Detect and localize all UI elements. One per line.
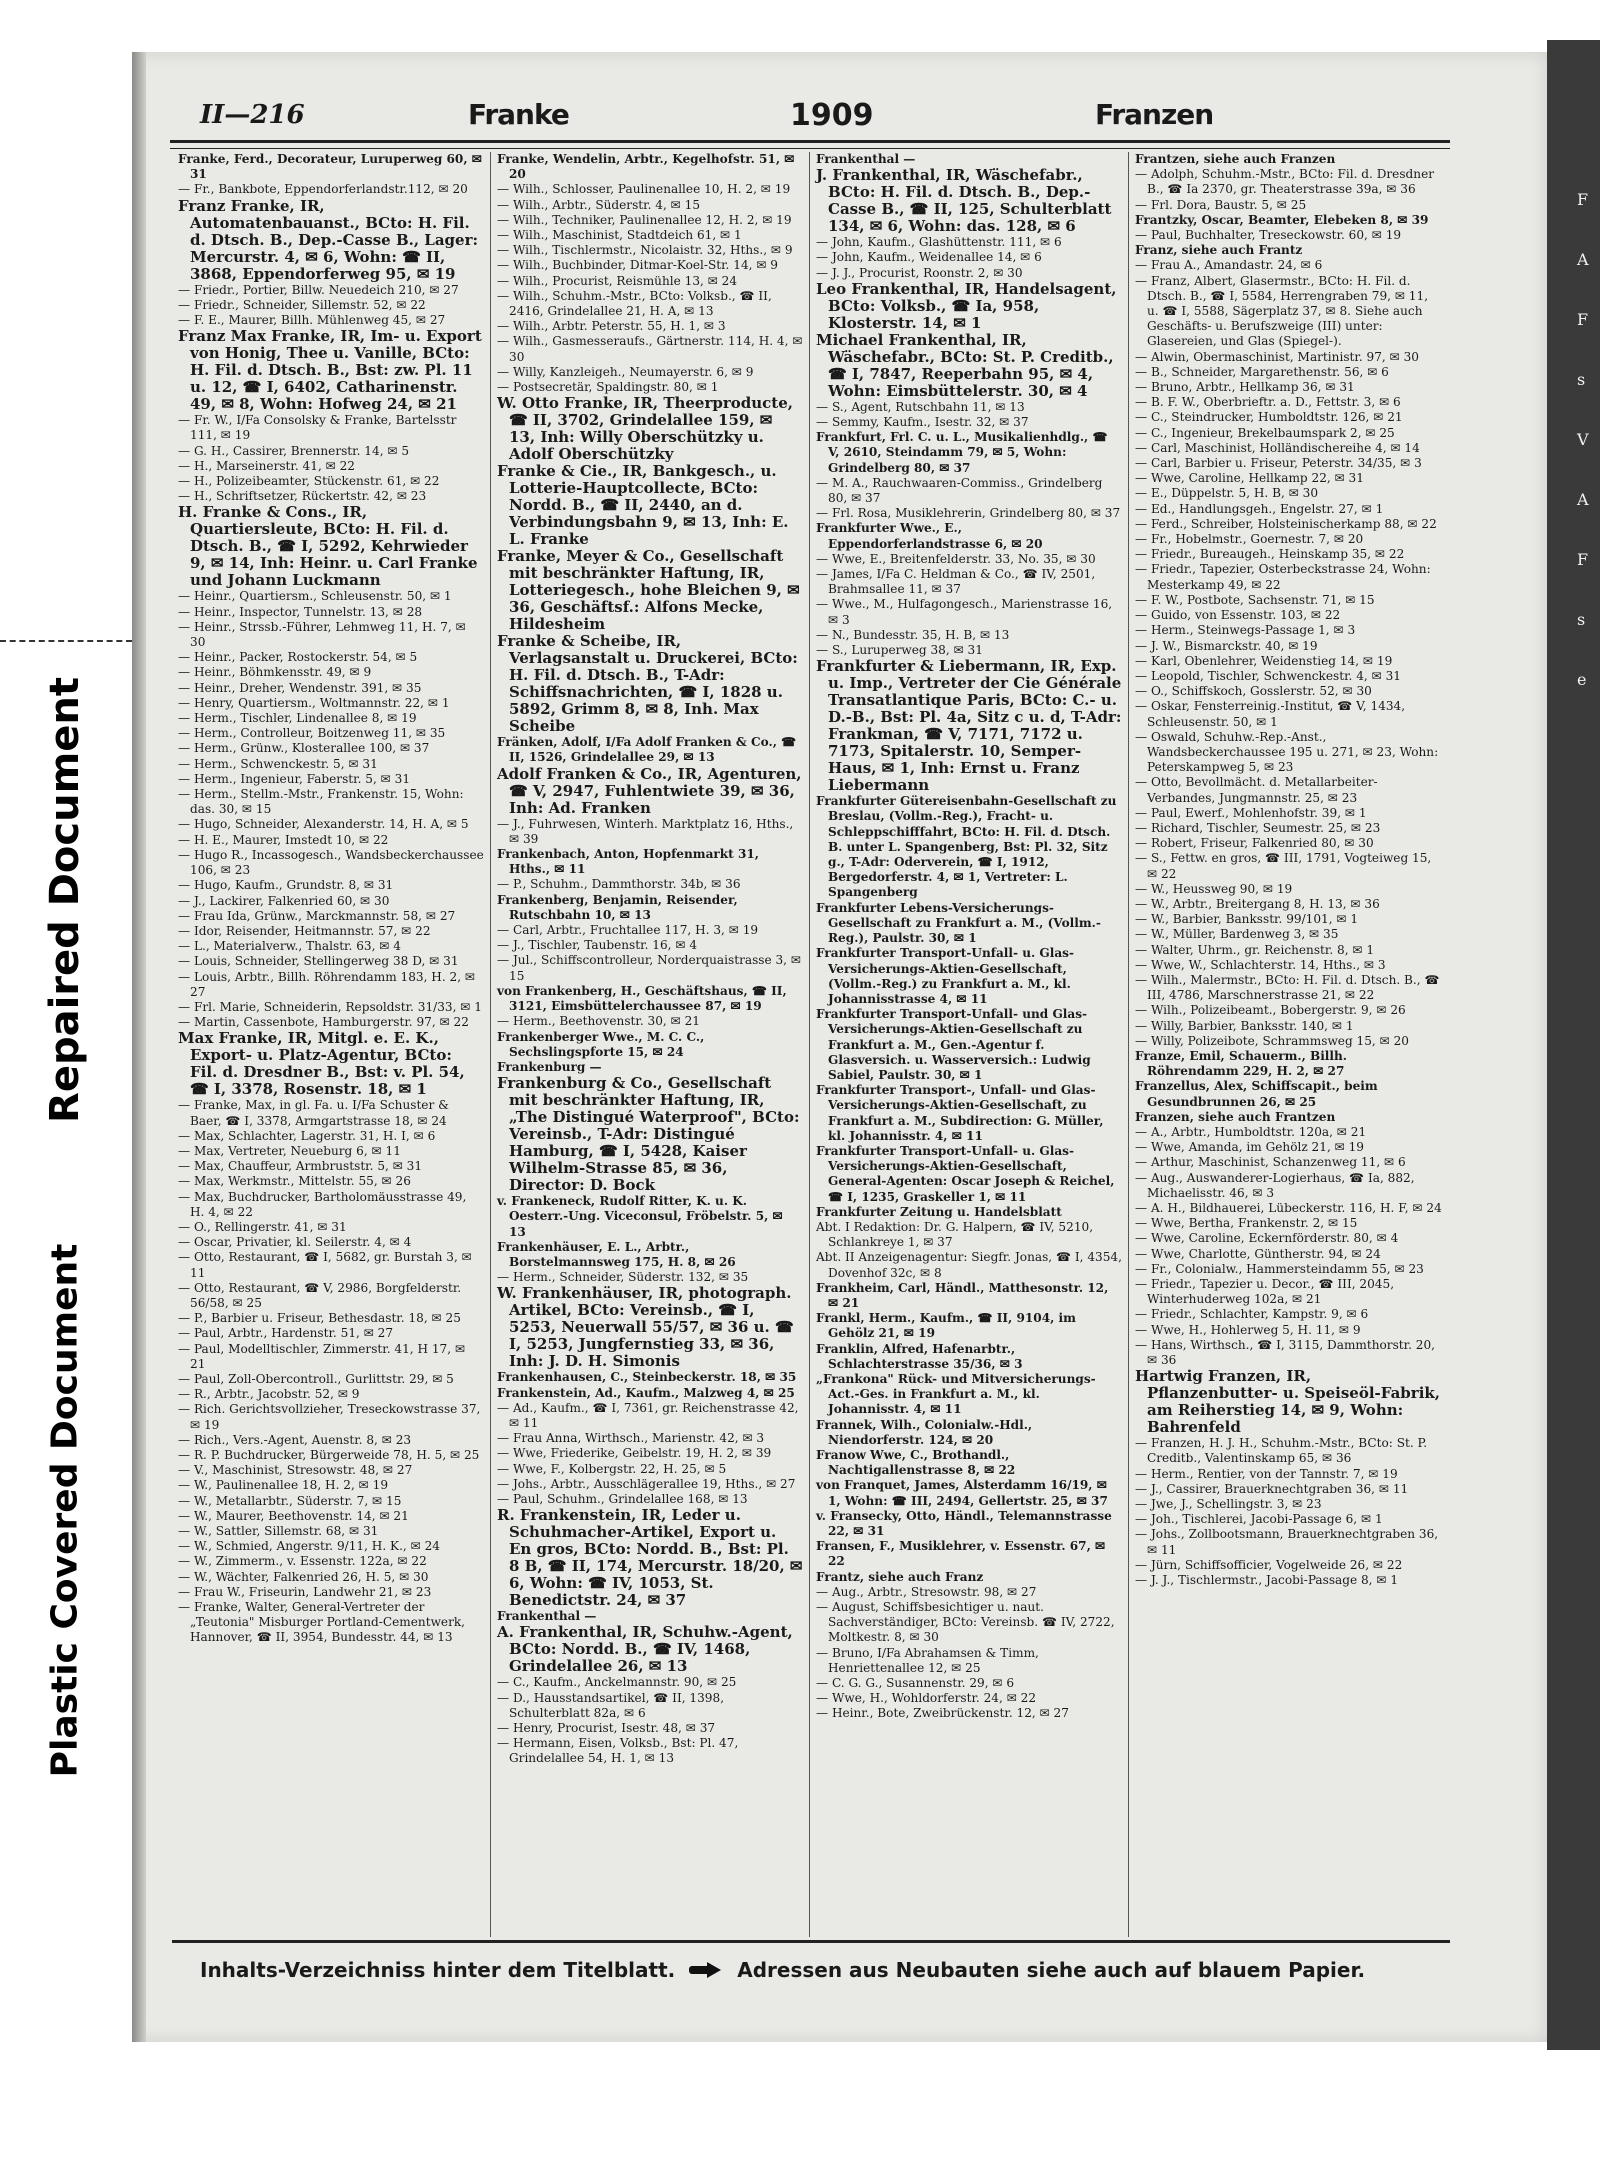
directory-entry: Frankenhausen, C., Steinbeckerstr. 18, ✉ 35 [497, 1370, 797, 1385]
directory-entry: — Wwe, Charlotte, Güntherstr. 94, ✉ 24 [1135, 1246, 1381, 1261]
page-binding-edge [132, 52, 146, 2042]
directory-entry: — Louis, Schneider, Stellingerweg 38 D, ✉ 31 [178, 954, 459, 969]
directory-entry: — Wwe, Friederike, Geibelstr. 19, H. 2, ✉ 39 [497, 1446, 772, 1461]
directory-entry: — Frau Ida, Grünw., Marckmannstr. 58, ✉ 27 [178, 908, 456, 923]
directory-entry: — Hugo, Kaufm., Grundstr. 8, ✉ 31 [178, 878, 394, 893]
directory-entry: Franow Wwe, C., Brothandl., Nachtigallenstrasse 8, ✉ 22 [816, 1448, 1016, 1478]
directory-entry: Frankfurter Transport-Unfall- u. Glas-Versicherungs-Aktien-Gesellschaft, General-Agenten: Oscar Joseph & Reichel, ☎ I, 1235, Graskeller 1, ✉ 11 [816, 1143, 1115, 1204]
directory-entry: — H., Polizeibeamter, Stückenstr. 61, ✉ 22 [178, 474, 440, 489]
directory-entry: — Carl, Arbtr., Fruchtallee 117, H. 3, ✉ 19 [497, 923, 759, 938]
directory-entry: — W., Heussweg 90, ✉ 19 [1135, 881, 1293, 896]
directory-entry: — Fr., Bankbote, Eppendorferlandstr.112, ✉ 20 [178, 182, 468, 197]
directory-entry: Frankfurter Gütereisenbahn-Gesellschaft zu Breslau, (Vollm.-Reg.), Fracht- u. Schleppschifffahrt, BCto: H. Fil. d. Dtsch. B. unter L. Spangenberg, Bst: Pl. 32, Sitz g., T-Adr: Oderverein, ☎ I, 1912, Bergedorferstr. 4, ✉ 1, Vertreter: L. Spangenberg [816, 794, 1117, 900]
directory-entry: — Wwe., M., Hulfagongesch., Marienstrasse 16, ✉ 3 [816, 597, 1113, 627]
directory-entry: Frantz, siehe auch Franz [816, 1569, 984, 1584]
directory-entry: — Rich., Vers.-Agent, Auenstr. 8, ✉ 23 [178, 1432, 412, 1447]
directory-entry: — Ed., Handlungsgeh., Engelstr. 27, ✉ 1 [1135, 501, 1384, 516]
directory-entry: — Otto, Bevollmächt. d. Metallarbeiter-Verbandes, Jungmannstr. 25, ✉ 23 [1135, 775, 1378, 805]
directory-entry: — J., Tischler, Taubenstr. 16, ✉ 4 [497, 938, 698, 953]
directory-entry: — Wwe, Amanda, im Gehölz 21, ✉ 19 [1135, 1140, 1365, 1155]
directory-entry: — Postsecretär, Spaldingstr. 80, ✉ 1 [497, 380, 719, 395]
directory-entry: Adolf Franken & Co., IR, Agenturen, ☎ V, 2947, Fuhlentwiete 39, ✉ 36, Inh: Ad. Franken [497, 764, 802, 817]
directory-entry: — Wilh., Gasmesseraufs., Gärtnerstr. 114, H. 4, ✉ 30 [497, 334, 803, 364]
directory-entry: — Wilh., Schuhm.-Mstr., BCto: Volksb., ☎ II, 2416, Grindelallee 21, H. A, ✉ 13 [497, 288, 772, 319]
directory-entry: Franz, siehe auch Frantz [1135, 243, 1303, 258]
directory-entry: von Franquet, James, Alsterdamm 16/19, ✉ 1, Wohn: ☎ III, 2494, Gellertstr. 25, ✉ 37 [816, 1478, 1108, 1508]
directory-entry: — Herm., Tischler, Lindenallee 8, ✉ 19 [178, 711, 417, 726]
directory-entry: — Fr., Colonialw., Hammersteindamm 55, ✉ 23 [1135, 1261, 1424, 1276]
column-2 [491, 152, 810, 1937]
directory-entry: Frankenstein, Ad., Kaufm., Malzweg 4, ✉ 25 [497, 1385, 795, 1400]
directory-entry: W. Otto Franke, IR, Theerproducte, ☎ II, 3702, Grindelallee 159, ✉ 13, Inh: Willy Oberschützky u. Adolf Oberschützky [497, 394, 794, 464]
directory-entry: — Carl, Maschinist, Holländischereihe 4, ✉ 14 [1135, 440, 1420, 455]
directory-entry: — Johs., Zollbootsmann, Brauerknechtgraben 36, ✉ 11 [1135, 1527, 1439, 1557]
directory-entry: — W., Arbtr., Breitergang 8, H. 13, ✉ 36 [1135, 896, 1380, 911]
directory-entry: — O., Rellingerstr. 41, ✉ 31 [178, 1219, 347, 1234]
directory-entry: — Hugo, Schneider, Alexanderstr. 14, H. A, ✉ 5 [178, 817, 469, 832]
directory-entry: — Willy, Barbier, Banksstr. 140, ✉ 1 [1135, 1018, 1354, 1033]
directory-entry: — Bruno, I/Fa Abrahamsen & Timm, Henriettenallee 12, ✉ 25 [816, 1645, 1039, 1675]
directory-entry: — W., Sattler, Sillemstr. 68, ✉ 31 [178, 1524, 379, 1539]
directory-entry: — Ferd., Schreiber, Holsteinischerkamp 88, ✉ 22 [1135, 516, 1437, 531]
directory-entry: Frankenburg — [497, 1059, 602, 1074]
directory-entry: — Wwe, H., Wohldorferstr. 24, ✉ 22 [816, 1691, 1037, 1706]
directory-entry: — W., Maurer, Beethovenstr. 14, ✉ 21 [178, 1508, 409, 1523]
directory-entry: — Wwe, Caroline, Eckernförderstr. 80, ✉ 4 [1135, 1231, 1399, 1246]
directory-entry: — C., Kaufm., Anckelmannstr. 90, ✉ 25 [497, 1675, 737, 1690]
directory-entry: Frankfurter Lebens-Versicherungs-Gesellschaft zu Frankfurt a. M., (Vollm.-Reg.), Paulstr. 30, ✉ 1 [816, 900, 1101, 946]
directory-entry: Max Franke, IR, Mitgl. e. E. K., Export- u. Platz-Agentur, BCto: Fil. d. Dresdner B., Bst: v. Pl. 54, ☎ I, 3378, Rosenstr. 18, ✉ 1 [178, 1029, 465, 1099]
directory-entry: — W., Metallarbtr., Süderstr. 7, ✉ 15 [178, 1493, 402, 1508]
directory-entry: — Alwin, Obermaschinist, Martinistr. 97, ✉ 30 [1135, 349, 1419, 364]
directory-entry: H. Franke & Cons., IR, Quartiersleute, BCto: H. Fil. d. Dtsch. B., ☎ I, 5292, Kehrwieder 9, ✉ 14, Inh: Heinr. u. Carl Franke und Johann Luckmann [178, 503, 478, 590]
directory-entry: — Franke, Walter, General-Vertreter der „Teutonia" Misburger Portland-Cementwerk, Hannover, ☎ II, 3954, Bundesstr. 44, ✉ 13 [178, 1600, 466, 1645]
adjacent-page-letter: s [1577, 370, 1586, 389]
directory-entry: — Heinr., Inspector, Tunnelstr. 13, ✉ 28 [178, 604, 423, 619]
footer-address-note: Adressen aus Neubauten siehe auch auf blauem Papier. [737, 1958, 1366, 1982]
directory-entry: — Aug., Auswanderer-Logierhaus, ☎ Ia, 882, Michaelisstr. 46, ✉ 3 [1135, 1170, 1415, 1200]
directory-entry: A. Frankenthal, IR, Schuhw.-Agent, BCto: Nordd. B., ☎ IV, 1468, Grindelallee 26, ✉ 13 [497, 1623, 793, 1676]
directory-entry: — Paul, Modelltischler, Zimmerstr. 41, H 17, ✉ 21 [178, 1341, 466, 1371]
directory-entry: — Wilh., Procurist, Reismühle 13, ✉ 24 [497, 273, 738, 288]
directory-entry: — Franz, Albert, Glasermstr., BCto: H. Fil. d. Dtsch. B., ☎ I, 5584, Herrengraben 79, ✉ 11, u. ☎ I, 5588, Sägerplatz 37, ✉ 8. Siehe auch Geschäfts- u. Berufszweige (III) unter: Glasereien, und Glas (Spiegel-). [1135, 273, 1429, 349]
directory-entry: — Willy, Kanzleigeh., Neumayerstr. 6, ✉ 9 [497, 364, 754, 379]
directory-entry: Frankheim, Carl, Händl., Matthesonstr. 12, ✉ 21 [816, 1280, 1109, 1310]
directory-entry: — H., Schriftsetzer, Rückertstr. 42, ✉ 23 [178, 489, 427, 504]
directory-entry: — Martin, Cassenbote, Hamburgerstr. 97, ✉ 22 [178, 1015, 469, 1030]
page-number: II—216 [200, 100, 305, 130]
directory-entry: — Heinr., Böhmkensstr. 49, ✉ 9 [178, 665, 372, 680]
plastic-covered-label [20, 1190, 110, 1830]
directory-entry: Frankenhäuser, E. L., Arbtr., Borstelmannsweg 175, H. 8, ✉ 26 [497, 1239, 736, 1269]
directory-entry: Frankenberger Wwe., M. C. C., Sechslingspforte 15, ✉ 24 [497, 1029, 705, 1059]
directory-entry: — Joh., Tischlerei, Jacobi-Passage 6, ✉ 1 [1135, 1512, 1383, 1527]
directory-entry: — Herm., Steinwegs-Passage 1, ✉ 3 [1135, 623, 1356, 638]
directory-entry: — S., Fettw. en gros, ☎ III, 1791, Vogteiweg 15, ✉ 22 [1135, 851, 1432, 881]
directory-entry: — M. A., Rauchwaaren-Commiss., Grindelberg 80, ✉ 37 [816, 475, 1103, 506]
directory-entry: — J., Cassirer, Brauerknechtgraben 36, ✉ 11 [1135, 1481, 1409, 1496]
directory-entry: — Herm., Ingenieur, Faberstr. 5, ✉ 31 [178, 771, 411, 786]
directory-entry: — Herm., Stellm.-Mstr., Frankenstr. 15, Wohn: das. 30, ✉ 15 [178, 787, 464, 817]
directory-entry: — Jul., Schiffscontrolleur, Norderquaistrasse 3, ✉ 15 [497, 953, 801, 983]
directory-entry: Abt. II Anzeigenagentur: Siegfr. Jonas, ☎ I, 4354, Dovenhof 32c, ✉ 8 [816, 1250, 1122, 1280]
directory-entry: — Heinr., Strssb.-Führer, Lehmweg 11, H. 7, ✉ 30 [178, 619, 466, 650]
directory-entry: Frantzky, Oscar, Beamter, Elebeken 8, ✉ 39 [1135, 212, 1429, 227]
directory-entry: — Walter, Uhrm., gr. Reichenstr. 8, ✉ 1 [1135, 942, 1375, 957]
directory-entry: „Frankona" Rück- und Mitversicherungs-Act.-Ges. in Frankfurt a. M., kl. Johannisstr. 4, ✉ 11 [816, 1371, 1096, 1417]
directory-entry: — R., Arbtr., Jacobstr. 52, ✉ 9 [178, 1387, 360, 1402]
directory-entry: — Jwe, J., Schellingstr. 3, ✉ 23 [1135, 1497, 1322, 1512]
directory-entry: — Jürn, Schiffsofficier, Vogelweide 26, ✉ 22 [1135, 1557, 1403, 1572]
directory-entry: — Wwe, H., Hohlerweg 5, H. 11, ✉ 9 [1135, 1322, 1361, 1337]
directory-entry: — C., Ingenieur, Brekelbaumspark 2, ✉ 25 [1135, 425, 1395, 440]
header-rule [170, 140, 1450, 149]
directory-entry: — Heinr., Dreher, Wendenstr. 391, ✉ 35 [178, 680, 422, 695]
directory-entry: — Louis, Arbtr., Billh. Röhrendamm 183, H. 2, ✉ 27 [178, 969, 476, 999]
directory-entry: — C., Steindrucker, Humboldtstr. 126, ✉ 21 [1135, 410, 1403, 425]
directory-entry: — John, Kaufm., Weidenallee 14, ✉ 6 [816, 250, 1042, 265]
header-last-name: Franzen [1095, 98, 1214, 131]
adjacent-page-letter: F [1577, 550, 1589, 569]
directory-columns [172, 152, 1450, 1937]
directory-entry: — Wilh., Buchbinder, Ditmar-Koel-Str. 14, ✉ 9 [497, 258, 778, 273]
directory-entry: — Heinr., Packer, Rostockerstr. 54, ✉ 5 [178, 650, 418, 665]
directory-entry: — W., Barbier, Banksstr. 99/101, ✉ 1 [1135, 912, 1359, 927]
directory-entry: — Heinr., Bote, Zweibrückenstr. 12, ✉ 27 [816, 1706, 1069, 1721]
directory-entry: — Fr., Hobelmstr., Goernestr. 7, ✉ 20 [1135, 532, 1364, 547]
directory-entry: — Hermann, Eisen, Volksb., Bst: Pl. 47, Grindelallee 54, H. 1, ✉ 13 [497, 1736, 739, 1766]
directory-entry: Frankenbach, Anton, Hopfenmarkt 31, Hths., ✉ 11 [497, 847, 760, 877]
directory-entry: — Otto, Restaurant, ☎ V, 2986, Borgfelderstr. 56/58, ✉ 25 [178, 1280, 462, 1310]
directory-entry: Franz Max Franke, IR, Im- u. Export von Honig, Thee u. Vanille, BCto: H. Fil. d. Dtsch. B., Bst: zw. Pl. 11 u. 12, ☎ I, 6402, Catharinenstr. 49, ✉ 8, Wohn: Hofweg 24, ✉ 21 [178, 327, 482, 414]
directory-entry: — Robert, Friseur, Falkenried 80, ✉ 30 [1135, 836, 1374, 851]
column-4 [1129, 152, 1448, 1937]
directory-entry: Frankenthal — [497, 1609, 597, 1624]
directory-entry: Hartwig Franzen, IR, Pflanzenbutter- u. Speiseöl-Fabrik, am Reiherstieg 14, ✉ 9, Wohn: Bahrenfeld [1135, 1367, 1441, 1437]
adjacent-page-letter: s [1577, 610, 1586, 629]
directory-entry: — J. W., Bismarckstr. 40, ✉ 19 [1135, 638, 1318, 653]
directory-entry: — Johs., Arbtr., Ausschlägerallee 19, Hths., ✉ 27 [497, 1476, 796, 1491]
directory-entry: Franke & Cie., IR, Bankgesch., u. Lotterie-Hauptcollecte, BCto: Nordd. B., ☎ II, 2440, an d. Verbindungsbahn 9, ✉ 13, Inh: E. L. Franke [497, 462, 789, 549]
directory-entry: — B. F. W., Oberbrieftr. a. D., Fettstr. 3, ✉ 6 [1135, 395, 1401, 410]
directory-entry: Fränken, Adolf, I/Fa Adolf Franken & Co., ☎ II, 1526, Grindelallee 29, ✉ 13 [497, 735, 797, 765]
repaired-document-text: Repaired Document [42, 677, 88, 1123]
directory-entry: — D., Hausstandsartikel, ☎ II, 1398, Schulterblatt 82a, ✉ 6 [497, 1690, 725, 1720]
directory-entry: — John, Kaufm., Glashüttenstr. 111, ✉ 6 [816, 235, 1062, 250]
directory-entry: Frankfurt, Frl. C. u. L., Musikalienhdlg., ☎ V, 2610, Steindamm 79, ✉ 5, Wohn: Grindelberg 80, ✉ 37 [816, 430, 1108, 475]
directory-entry: — Frau W., Friseurin, Landwehr 21, ✉ 23 [178, 1584, 432, 1599]
directory-entry: Frankfurter Transport-, Unfall- und Glas-Versicherungs-Aktien-Gesellschaft, zu Frankfurt a. M., Subdirection: G. Müller, kl. Johannisstr. 4, ✉ 11 [816, 1083, 1104, 1143]
directory-entry: — Wilh., Maschinist, Stadtdeich 61, ✉ 1 [497, 228, 742, 243]
directory-entry: — R. P. Buchdrucker, Bürgerweide 78, H. 5, ✉ 25 [178, 1448, 480, 1462]
directory-entry: — Henry, Quartiersm., Woltmannstr. 22, ✉ 1 [178, 695, 450, 710]
directory-entry: — O., Schiffskoch, Gosslerstr. 52, ✉ 30 [1135, 684, 1372, 699]
adjacent-page-letter: A [1577, 490, 1589, 509]
directory-entry: — Wwe, E., Breitenfelderstr. 33, No. 35, ✉ 30 [816, 551, 1096, 566]
header-year: 1909 [790, 98, 874, 133]
directory-entry: Leo Frankenthal, IR, Handelsagent, BCto: Volksb., ☎ Ia, 958, Klosterstr. 14, ✉ 1 [816, 279, 1117, 332]
column-3 [810, 152, 1129, 1937]
directory-entry: Frankl, Herm., Kaufm., ☎ II, 9104, im Gehölz 21, ✉ 19 [816, 1311, 1076, 1341]
footer-rule [172, 1940, 1450, 1943]
directory-entry: — Ad., Kaufm., ☎ I, 7361, gr. Reichenstrasse 42, ✉ 11 [497, 1400, 799, 1430]
directory-entry: — James, I/Fa C. Heldman & Co., ☎ IV, 2501, Brahmsallee 11, ✉ 37 [816, 567, 1096, 597]
directory-entry: — Fr. W., I/Fa Consolsky & Franke, Bartelsstr 111, ✉ 19 [178, 413, 457, 443]
plastic-covered-text: Plastic Covered Document [44, 1243, 86, 1777]
directory-entry: — Wilh., Tischlermstr., Nicolaistr. 32, Hths., ✉ 9 [497, 243, 793, 258]
directory-entry: — Franke, Max, in gl. Fa. u. I/Fa Schuster & Baer, ☎ I, 3378, Armgartstrasse 18, ✉ 24 [178, 1098, 449, 1128]
directory-entry: Franzellus, Alex, Schiffscapit., beim Gesundbrunnen 26, ✉ 25 [1135, 1079, 1378, 1109]
directory-entry: — Friedr., Schlachter, Kampstr. 9, ✉ 6 [1135, 1307, 1369, 1322]
directory-entry: — Frau Anna, Wirthsch., Marienstr. 42, ✉ 3 [497, 1431, 765, 1446]
directory-entry: Frankfurter Transport-Unfall- und Glas-Versicherungs-Aktien-Gesellschaft zu Frankfurt a. M., Gen.-Agentur f. Glasversich. u. Wasserversich.: Ludwig Sabiel, Paulstr. 30, ✉ 1 [816, 1007, 1091, 1082]
directory-entry: — Max, Buchdrucker, Bartholomäusstrasse 49, H. 4, ✉ 22 [178, 1189, 467, 1219]
directory-entry: — H., Marseinerstr. 41, ✉ 22 [178, 458, 356, 473]
directory-entry: — J., Lackirer, Falkenried 60, ✉ 30 [178, 893, 390, 908]
directory-entry: — Frl. Marie, Schneiderin, Repsoldstr. 31/33, ✉ 1 [178, 999, 482, 1014]
directory-entry: Frankenburg & Co., Gesellschaft mit beschränkter Haftung, IR, „The Distingué Waterproof", BCto: Vereinsb., T-Adr: Distingué Hamburg, ☎ I, 5428, Kaiser Wilhelm-Strasse 85, ✉ 36, Director: D. Bock [497, 1074, 800, 1195]
directory-entry: — Herm., Beethovenstr. 30, ✉ 21 [497, 1014, 700, 1029]
directory-entry: — Max, Vertreter, Neueburg 6, ✉ 11 [178, 1143, 401, 1158]
directory-entry: — J. J., Tischlermstr., Jacobi-Passage 8, ✉ 1 [1135, 1573, 1399, 1588]
directory-entry: — Richard, Tischler, Seumestr. 25, ✉ 23 [1135, 820, 1381, 835]
directory-entry: — Heinr., Quartiersm., Schleusenstr. 50, ✉ 1 [178, 589, 452, 604]
directory-entry: — Frl. Rosa, Musiklehrerin, Grindelberg 80, ✉ 37 [816, 506, 1121, 521]
directory-entry: — Friedr., Schneider, Sillemstr. 52, ✉ 22 [178, 297, 426, 312]
directory-entry: Frankfurter Transport-Unfall- u. Glas-Versicherungs-Aktien-Gesellschaft, (Vollm.-Reg.) zu Frankfurt a. M., kl. Johannisstrasse 4, ✉ 11 [816, 946, 1075, 1006]
directory-entry: Fransen, F., Musiklehrer, v. Essenstr. 67, ✉ 22 [816, 1539, 1106, 1569]
directory-entry: — E., Düppelstr. 5, H. B, ✉ 30 [1135, 486, 1319, 501]
directory-entry: — Herm., Rentier, von der Tannstr. 7, ✉ 19 [1135, 1466, 1398, 1481]
directory-entry: — Arthur, Maschinist, Schanzenweg 11, ✉ 6 [1135, 1155, 1406, 1170]
directory-entry: — F. E., Maurer, Billh. Mühlenweg 45, ✉ 27 [178, 313, 446, 328]
directory-entry: — Karl, Obenlehrer, Weidenstieg 14, ✉ 19 [1135, 653, 1393, 668]
directory-entry: — Paul, Ewerf., Mohlenhofstr. 39, ✉ 1 [1135, 805, 1367, 820]
directory-entry: R. Frankenstein, IR, Leder u. Schuhmacher-Artikel, Export u. En gros, BCto: Nordd. B., Bst: Pl. 8 B, ☎ II, 174, Mercurstr. 18/20, ✉ 6, Wohn: ☎ IV, 1053, St. Benedictstr. 24, ✉ 37 [497, 1506, 803, 1610]
directory-entry: — P., Barbier u. Friseur, Bethesdastr. 18, ✉ 25 [178, 1311, 461, 1326]
directory-entry: — Rich. Gerichtsvollzieher, Treseckowstrasse 37, ✉ 19 [178, 1402, 481, 1432]
directory-entry: — Frl. Dora, Baustr. 5, ✉ 25 [1135, 197, 1307, 212]
directory-entry: — Otto, Restaurant, ☎ I, 5682, gr. Burstah 3, ✉ 11 [178, 1250, 472, 1280]
directory-entry: v. Frankeneck, Rudolf Ritter, K. u. K. Oesterr.-Ung. Viceconsul, Fröbelstr. 5, ✉ 13 [497, 1194, 783, 1239]
directory-entry: Franke, Meyer & Co., Gesellschaft mit beschränkter Haftung, IR, Lotteriegesch., hohe Bleichen 9, ✉ 36, Geschäftsf.: Alfons Mecke, Hildesheim [497, 547, 800, 634]
directory-entry: — Franzen, H. J. H., Schuhm.-Mstr., BCto: St. P. Creditb., Valentinskamp 65, ✉ 36 [1135, 1436, 1428, 1466]
directory-entry: — Friedr., Bureaugeh., Heinskamp 35, ✉ 22 [1135, 547, 1405, 562]
directory-entry: — Oswald, Schuhw.-Rep.-Anst., Wandsbeckerchaussee 195 u. 271, ✉ 23, Wohn: Peterskampweg 5, ✉ 23 [1135, 729, 1439, 775]
directory-entry: — Leopold, Tischler, Schwenckestr. 4, ✉ 31 [1135, 668, 1401, 683]
directory-entry: von Frankenberg, H., Geschäftshaus, ☎ II, 3121, Eimsbüttelerchaussee 87, ✉ 19 [497, 983, 787, 1014]
directory-entry: — Friedr., Tapezier u. Decor., ☎ III, 2045, Winterhuderweg 102a, ✉ 21 [1135, 1277, 1395, 1307]
directory-entry: Franze, Emil, Schauerm., Billh. Röhrendamm 229, H. 2, ✉ 27 [1135, 1048, 1348, 1079]
directory-entry: — Paul, Buchhalter, Treseckowstr. 60, ✉ 19 [1135, 228, 1402, 243]
directory-entry: — W., Zimmerm., v. Essenstr. 122a, ✉ 22 [178, 1554, 427, 1569]
directory-entry: Abt. I Redaktion: Dr. G. Halpern, ☎ IV, 5210, Schlankreye 1, ✉ 37 [816, 1219, 1094, 1250]
directory-entry: — Wwe, F., Kolbergstr. 22, H. 25, ✉ 5 [497, 1461, 727, 1476]
directory-entry: — Wilh., Malermstr., BCto: H. Fil. d. Dtsch. B., ☎ III, 4786, Marschnerstrasse 21, ✉ 22 [1135, 972, 1440, 1003]
directory-entry: — Herm., Grünw., Klosterallee 100, ✉ 37 [178, 741, 430, 756]
directory-entry: — Herm., Controlleur, Boitzenweg 11, ✉ 35 [178, 726, 446, 741]
header-first-name: Franke [468, 98, 569, 131]
directory-entry: — Herm., Schwenckestr. 5, ✉ 31 [178, 756, 378, 771]
directory-entry: Frankfurter Wwe., E., Eppendorferlandstrasse 6, ✉ 20 [816, 521, 1043, 551]
directory-entry: — B., Schneider, Margarethenstr. 56, ✉ 6 [1135, 364, 1389, 379]
directory-entry: — Hugo R., Incassogesch., Wandsbeckerchaussee 106, ✉ 23 [178, 847, 484, 878]
directory-entry: — F. W., Postbote, Sachsenstr. 71, ✉ 15 [1135, 592, 1375, 607]
directory-entry: — Wwe, Caroline, Hellkamp 22, ✉ 31 [1135, 471, 1364, 486]
footer-index-note: Inhalts-Verzeichniss hinter dem Titelblatt. [200, 1958, 676, 1982]
directory-entry: Frannek, Wilh., Colonialw.-Hdl., Niendorferstr. 124, ✉ 20 [816, 1417, 1033, 1447]
directory-entry: Frankenberg, Benjamin, Reisender, Rutschbahn 10, ✉ 13 [497, 892, 738, 922]
column-1 [172, 152, 491, 1937]
directory-entry: — C. G. G., Susannenstr. 29, ✉ 6 [816, 1676, 1015, 1691]
directory-entry: — Wilh., Schlosser, Paulinenallee 10, H. 2, ✉ 19 [497, 182, 791, 197]
directory-entry: — Friedr., Tapezier, Osterbeckstrasse 24, Wohn: Mesterkamp 49, ✉ 22 [1135, 562, 1431, 592]
directory-entry: Franz Franke, IR, Automatenbauanst., BCto: H. Fil. d. Dtsch. B., Dep.-Casse B., Lager: Mercurstr. 4, ✉ 6, Wohn: ☎ II, 3868, Eppendorferweg 95, ✉ 19 [178, 196, 479, 283]
directory-entry: — Paul, Arbtr., Hardenstr. 51, ✉ 27 [178, 1326, 394, 1341]
directory-entry: — Wilh., Arbtr. Peterstr. 55, H. 1, ✉ 3 [497, 319, 726, 334]
directory-entry: — W., Wächter, Falkenried 26, H. 5, ✉ 30 [178, 1569, 429, 1584]
adjacent-page-letters [1577, 170, 1597, 710]
directory-entry: v. Fransecky, Otto, Händl., Telemannstrasse 22, ✉ 31 [816, 1508, 1112, 1539]
directory-entry: — Wwe, Bertha, Frankenstr. 2, ✉ 15 [1135, 1216, 1358, 1231]
directory-entry: Frankenthal — [816, 152, 916, 166]
directory-entry: — V., Maschinist, Stresowstr. 48, ✉ 27 [178, 1463, 413, 1478]
adjacent-page-letter: A [1577, 250, 1589, 269]
directory-entry: — Hans, Wirthsch., ☎ I, 3115, Dammthorstr. 20, ✉ 36 [1135, 1337, 1436, 1368]
directory-entry: Frankfurter Zeitung u. Handelsblatt [816, 1204, 1062, 1219]
directory-entry: — Wilh., Arbtr., Süderstr. 4, ✉ 15 [497, 197, 701, 212]
directory-entry: — N., Bundesstr. 35, H. B, ✉ 13 [816, 627, 1010, 642]
directory-entry: — S., Luruperweg 38, ✉ 31 [816, 643, 983, 658]
directory-entry: Franklin, Alfred, Hafenarbtr., Schlachterstrasse 35/36, ✉ 3 [816, 1341, 1023, 1371]
directory-entry: — Wwe, W., Schlachterstr. 14, Hths., ✉ 3 [1135, 957, 1386, 972]
page-footer [200, 1950, 1450, 1990]
pointing-hand-icon [689, 1961, 723, 1979]
directory-entry: — Wilh., Techniker, Paulinenallee 12, H. 2, ✉ 19 [497, 212, 792, 227]
adjacent-page-letter: F [1577, 310, 1589, 329]
directory-entry: Michael Frankenthal, IR, Wäschefabr., BCto: St. P. Creditb., ☎ I, 7847, Reeperbahn 95, ✉ 4, Wohn: Eimsbüttelerstr. 30, ✉ 4 [816, 330, 1114, 400]
directory-entry: — Max, Schlachter, Lagerstr. 31, H. I, ✉ 6 [178, 1128, 436, 1143]
directory-entry: — Oskar, Fensterreinig.-Institut, ☎ V, 1434, Schleusenstr. 50, ✉ 1 [1135, 699, 1406, 729]
directory-entry: — Paul, Schuhm., Grindelallee 168, ✉ 13 [497, 1491, 748, 1506]
directory-entry: — Max, Chauffeur, Armbruststr. 5, ✉ 31 [178, 1159, 423, 1174]
directory-entry: — Friedr., Portier, Billw. Neuedeich 210, ✉ 27 [178, 282, 459, 297]
adjacent-page-letter: F [1577, 190, 1589, 209]
directory-entry: Frankfurter & Liebermann, IR, Exp. u. Imp., Vertreter der Cie Générale Transatlantique Paris, BCto: C.- u. D.-B., Bst: Pl. 4a, Sitz c u. d, T-Adr: Frankman, ☎ V, 7171, 7172 u. 7173, Spitalerstr. 10, Semper-Haus, ✉ 1, Inh: Ernst u. Franz Liebermann [816, 657, 1122, 795]
directory-entry: — W., Müller, Bardenweg 3, ✉ 35 [1135, 927, 1339, 942]
page-header [200, 96, 1450, 136]
directory-entry: — H. E., Maurer, Imstedt 10, ✉ 22 [178, 832, 389, 847]
directory-entry: — Adolph, Schuhm.-Mstr., BCto: Fil. d. Dresdner B., ☎ Ia 2370, gr. Theaterstrasse 39a, ✉ 36 [1135, 167, 1435, 197]
directory-entry: — A., Arbtr., Humboldtstr. 120a, ✉ 21 [1135, 1125, 1367, 1139]
directory-entry: — W., Schmied, Angerstr. 9/11, H. K., ✉ 24 [178, 1539, 440, 1554]
directory-entry: Franke & Scheibe, IR, Verlagsanstalt u. Druckerei, BCto: H. Fil. d. Dtsch. B., T-Adr: Schiffsnachrichten, ☎ I, 1828 u. 5892, Grimm 8, ✉ 8, Inh. Max Scheibe [497, 632, 798, 736]
directory-entry: — Henry, Procurist, Isestr. 48, ✉ 37 [497, 1720, 716, 1735]
directory-entry: — Semmy, Kaufm., Isestr. 32, ✉ 37 [816, 415, 1029, 430]
directory-entry: — Wilh., Polizeibeamt., Bobergerstr. 9, ✉ 26 [1135, 1003, 1406, 1018]
directory-entry: Franke, Wendelin, Arbtr., Kegelhofstr. 51, ✉ 20 [497, 152, 795, 182]
directory-entry: — S., Agent, Rutschbahn 11, ✉ 13 [816, 399, 1025, 414]
directory-entry: Frantzen, siehe auch Franzen [1135, 152, 1336, 166]
directory-entry: — J., Fuhrwesen, Winterh. Marktplatz 16, Hths., ✉ 39 [497, 816, 794, 846]
directory-entry: — Frau A., Amandastr. 24, ✉ 6 [1135, 258, 1323, 273]
directory-entry: — P., Schuhm., Dammthorstr. 34b, ✉ 36 [497, 877, 741, 892]
directory-entry: J. Frankenthal, IR, Wäschefabr., BCto: H. Fil. d. Dtsch. B., Dep.-Casse B., ☎ II, 125, Schulterblatt 134, ✉ 6, Wohn: das. 128, ✉ 6 [816, 166, 1112, 236]
directory-entry: — A. H., Bildhauerei, Lübeckerstr. 116, H. F, ✉ 24 [1135, 1201, 1442, 1216]
directory-entry: — G. H., Cassirer, Brennerstr. 14, ✉ 5 [178, 443, 410, 458]
directory-entry: — Aug., Arbtr., Stresowstr. 98, ✉ 27 [816, 1584, 1037, 1599]
repaired-document-label [20, 640, 110, 1160]
directory-entry: — Herm., Schneider, Süderstr. 132, ✉ 35 [497, 1270, 749, 1285]
adjacent-page-strip [1547, 40, 1600, 2050]
directory-entry: Franke, Ferd., Decorateur, Luruperweg 60, ✉ 31 [178, 152, 482, 182]
directory-entry: — August, Schiffsbesichtiger u. naut. Sachverständiger, BCto: Vereinsb. ☎ IV, 2722, Moltkestr. 8, ✉ 30 [816, 1600, 1115, 1645]
directory-entry: — Willy, Polizeibote, Schrammsweg 15, ✉ 20 [1135, 1033, 1409, 1048]
directory-entry: — Bruno, Arbtr., Hellkamp 36, ✉ 31 [1135, 380, 1355, 395]
directory-entry: — Idor, Reisender, Heitmannstr. 57, ✉ 22 [178, 923, 431, 938]
directory-entry: — Carl, Barbier u. Friseur, Peterstr. 34/35, ✉ 3 [1135, 456, 1422, 471]
directory-entry: — Max, Werkmstr., Mittelstr. 55, ✉ 26 [178, 1174, 411, 1189]
directory-entry: Franzen, siehe auch Frantzen [1135, 1109, 1336, 1124]
adjacent-page-letter: e [1577, 670, 1587, 689]
directory-entry: W. Frankenhäuser, IR, photograph. Artikel, BCto: Vereinsb., ☎ I, 5253, Neuerwall 55/57, ✉ 36 u. ☎ I, 5253, Jungfernstieg 33, ✉ 36, Inh: J. D. H. Simonis [497, 1284, 794, 1371]
directory-entry: — L., Materialverw., Thalstr. 63, ✉ 4 [178, 939, 401, 954]
directory-entry: — J. J., Procurist, Roonstr. 2, ✉ 30 [816, 265, 1023, 280]
directory-entry: — Guido, von Essenstr. 103, ✉ 22 [1135, 608, 1341, 623]
directory-entry: — Oscar, Privatier, kl. Seilerstr. 4, ✉ 4 [178, 1235, 412, 1250]
adjacent-page-letter: V [1577, 430, 1589, 449]
directory-entry: — W., Paulinenallee 18, H. 2, ✉ 19 [178, 1478, 389, 1493]
directory-entry: — Paul, Zoll-Obercontroll., Gurlittstr. 29, ✉ 5 [178, 1371, 454, 1386]
